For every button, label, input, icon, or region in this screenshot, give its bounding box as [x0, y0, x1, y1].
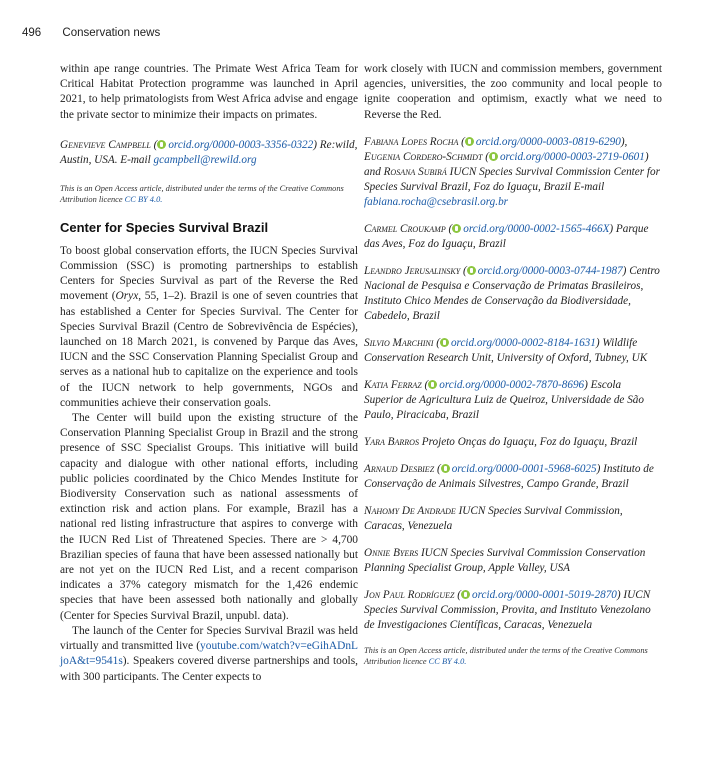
author-text: ) Wildlife Conservation Research Unit, University of Oxford, Tubney, UK: [364, 336, 648, 364]
author-text: (: [434, 462, 441, 475]
author-text: ) Escola Superior de Agricultura Luiz de Queiroz, Universidade de São Paulo, Piracicaba, Brazil: [364, 378, 644, 421]
video-link[interactable]: youtube.com/watch?v=eGihADnLjoA&t=9541s: [60, 640, 358, 668]
license-link[interactable]: CC BY 4.0.: [124, 194, 163, 204]
author-name: Arnaud Desbiez: [364, 462, 435, 475]
license-link[interactable]: CC BY 4.0.: [428, 656, 467, 666]
orcid-icon: [489, 152, 498, 161]
author-block: [364, 462, 662, 492]
author-name: Onnie Byers: [364, 546, 419, 559]
author-name: Yara Barros: [364, 435, 419, 448]
author-text: (: [445, 222, 453, 235]
text-span: The launch of the Center for Species Survival Brazil was held virtually and transmitted live (: [60, 624, 358, 653]
orcid-link[interactable]: orcid.org/0000-0002-8184-1631: [450, 336, 596, 349]
license-text: This is an Open Access article, distributed under the terms of the Creative Commons Attribution licence: [60, 183, 344, 204]
orcid-icon: [467, 266, 476, 275]
author-text: ) Parque das Aves, Foz do Iguaçu, Brazil: [364, 222, 649, 250]
page-number: 496: [22, 27, 42, 39]
author-text: ) Instituto de Conservação de Animais Silvestres, Campo Grande, Brazil: [364, 462, 654, 490]
author-text: (: [460, 264, 467, 277]
email-link[interactable]: fabiana.rocha@csebrasil.org.br: [364, 195, 509, 208]
orcid-icon: [428, 380, 437, 389]
right-column: [364, 62, 662, 667]
author-text: ) and: [364, 150, 649, 178]
running-header: [22, 27, 160, 39]
orcid-link[interactable]: orcid.org/0000-0002-7870-8696: [439, 378, 585, 391]
text-span: ). Speakers covered diverse partnerships and tools, with 300 participants. The Center expects to: [60, 655, 358, 683]
author-name: Carmel Croukamp: [364, 222, 446, 235]
orcid-link[interactable]: orcid.org/0000-0001-5019-2870: [471, 588, 617, 601]
author-name: Jon Paul Rodríguez: [364, 588, 455, 601]
orcid-link[interactable]: orcid.org/0000-0003-3356-0322: [168, 138, 314, 151]
author-name: Nahomy De Andrade: [364, 504, 456, 517]
orcid-link[interactable]: orcid.org/0000-0002-1565-466X: [463, 222, 610, 235]
author-text: (: [482, 150, 489, 163]
section-title: Center for Species Survival Brazil: [60, 219, 269, 235]
author-text: IUCN Species Survival Commission, Caracas, Venezuela: [364, 504, 623, 532]
orcid-icon: [441, 464, 450, 473]
license-text: This is an Open Access article, distributed under the terms of the Creative Commons Attribution licence: [364, 645, 648, 666]
email-link[interactable]: gcampbell@rewild.org: [153, 153, 257, 166]
author-text: (: [454, 588, 461, 601]
author-text: ),: [620, 135, 628, 148]
author-name: Fabiana Lopes Rocha: [364, 135, 459, 148]
paragraph: [60, 244, 358, 411]
author-text: (: [458, 135, 465, 148]
author-block: [364, 546, 662, 576]
author-text: (: [433, 336, 440, 349]
author-list: [364, 123, 662, 633]
author-block: [364, 435, 662, 450]
paragraph: The Center will build upon the existing structure of the Conservation Planning Specialist Group in Brazil and the strong presence of SSC Specialist Groups. This initiative will build capacity and dialogue with other national efforts, including public policies coordinated by the Chico Mendes Institute for Biodiversity Conservation such as national assessments of extinction risk and action plans. For example, Brazil has a national red listing infrastructure that aspires to converge with the IUCN Red List of Threatened Species. There are > 4,700 Brazilian species of fauna that have been assessed nationally but are not yet on the IUCN Red List, and a recent comparison indicates a 37% category mismatch for the 1,426 endemic species that have been assessed both nationally and globally (Center for Species Survival Brazil, unpubl. data).: [60, 412, 358, 622]
author-affiliation: Re:wild, Austin, USA. E-mail: [60, 138, 358, 166]
license-note: [364, 645, 662, 667]
orcid-link[interactable]: orcid.org/0000-0003-0744-1987: [477, 264, 623, 277]
author-text: IUCN Species Survival Commission Conservation Planning Specialist Group, Apple Valley, USA: [364, 546, 646, 574]
orcid-icon: [461, 590, 470, 599]
author-block: [364, 264, 662, 324]
author-name: Rosana Subirá: [383, 165, 447, 178]
orcid-link[interactable]: orcid.org/0000-0003-0819-6290: [475, 135, 621, 148]
author-text: Projeto Onças do Iguaçu, Foz do Iguaçu, Brazil: [418, 435, 638, 448]
author-name: Leandro Jerusalinsky: [364, 264, 461, 277]
left-column: [60, 62, 358, 685]
paragraph: within ape range countries. The Primate West Africa Team for Critical Habitat Protection programme was launched in April 2021, to help primatologists from West Africa advise and engage the private sector to minimize their impacts on primates.: [60, 63, 358, 121]
author-block: Genevieve Campbell ( orcid.org/0000-0003-3356-0322) Re:wild, Austin, USA. E-mail gcampbell@rewild.org: [60, 138, 358, 166]
author-block: [364, 588, 662, 633]
author-text: IUCN Species Survival Commission Center for Species Survival Brazil, Foz do Iguaçu, Brazil E-mail: [364, 165, 660, 193]
orcid-icon: [157, 140, 166, 149]
author-block: [364, 222, 662, 252]
journal-name: Oryx: [115, 290, 139, 303]
author-text: (: [421, 378, 429, 391]
section-name: Conservation news: [62, 27, 161, 39]
license-note: [60, 183, 358, 205]
text-span: To boost global conservation efforts, the IUCN Species Survival Commission (SSC) is promoting partnerships to establish Centers for Species Survival as part of the Reverse the Red movement (: [60, 244, 358, 303]
author-block: [364, 378, 662, 423]
orcid-link[interactable]: orcid.org/0000-0001-5968-6025: [451, 462, 597, 475]
paragraph: [60, 624, 358, 685]
text-span: , 55, 1–2). Brazil is one of seven countries that has established a Center for Species Survival. The Center for Species Survival Brazil (Centro de Sobrevivência de Espécies), launched on 18 March 2021, is convened by Parque das Aves, IUCN and the SSC Conservation Planning Specialist Group and serves as a national hub to capitalize on the experience and tools of the IUCN network to help governments, NGOs and communities achieve their conservation goals.: [60, 290, 358, 409]
orcid-icon: [440, 338, 449, 347]
author-name: Silvio Marchini: [364, 336, 434, 349]
author-block: [364, 336, 662, 366]
paragraph: work closely with IUCN and commission members, government agencies, universities, the zoo community and local people to ignite cooperation and optimism, exactly what we need to Reverse the Red.: [364, 63, 662, 121]
author-block: [364, 504, 662, 534]
author-text: ) Centro Nacional de Pesquisa e Conservação de Primatas Brasileiros, Instituto Chico Mendes de Conservação da Biodiversidade, Cabedelo, Brazil: [364, 264, 660, 322]
orcid-link[interactable]: orcid.org/0000-0003-2719-0601: [499, 150, 645, 163]
orcid-icon: [452, 224, 461, 233]
author-name: Genevieve Campbell: [60, 138, 151, 151]
author-name: Eugenia Cordero-Schmidt: [364, 150, 483, 163]
author-block: [364, 135, 662, 210]
author-text: ) IUCN Species Survival Commission, Provita, and Instituto Venezolano de Investigaciones Científicas, Caracas, Venezuela: [364, 588, 651, 631]
author-name: Katia Ferraz: [364, 378, 422, 391]
orcid-icon: [465, 137, 474, 146]
